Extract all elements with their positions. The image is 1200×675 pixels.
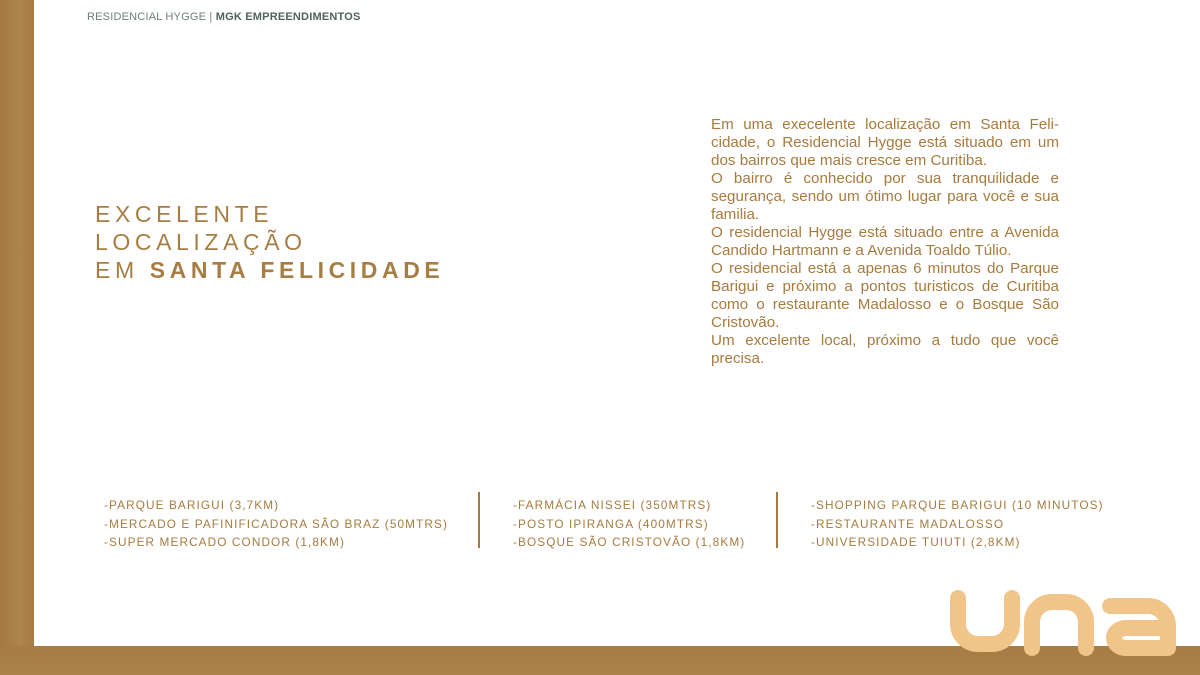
header-project-name: RESIDENCIAL HYGGE xyxy=(87,11,207,23)
page-header xyxy=(87,11,361,23)
nearby-list-1 xyxy=(104,496,448,552)
nearby-item: -SHOPPING PARQUE BARIGUI (10 MINUTOS) xyxy=(811,498,1104,512)
header-separator: | xyxy=(209,11,213,23)
headline-prefix: EM xyxy=(95,257,139,283)
headline-neighborhood: SANTA FELICIDADE xyxy=(149,257,445,283)
nearby-item: -PARQUE BARIGUI (3,7KM) xyxy=(104,498,280,512)
nearby-item: -RESTAURANTE MADALOSSO xyxy=(811,516,1005,531)
column-divider xyxy=(478,492,480,548)
description-paragraph: Em uma execelente localização em Santa Feli-cidade, o Residencial Hygge está situado em um dos bairros que mais cresce em Curitiba. xyxy=(711,116,1059,169)
nearby-item: -POSTO IPIRANGA (400MTRS) xyxy=(513,516,709,531)
headline-line-3 xyxy=(95,256,444,284)
nearby-item: -BOSQUE SÃO CRISTOVÃO (1,8KM) xyxy=(513,535,746,549)
headline-line-2: LOCALIZAÇÃO xyxy=(95,229,307,255)
location-headline xyxy=(95,200,444,284)
nearby-item: -FARMÁCIA NISSEI (350MTRS) xyxy=(513,498,712,512)
nearby-list-3 xyxy=(811,496,1104,552)
description-paragraph: O residencial Hygge está situado entre a Avenida Candido Hartmann e a Avenida Toaldo Túlio. xyxy=(711,224,1059,259)
nearby-item: -MERCADO E PAFINIFICADORA SÃO BRAZ (50MTRS) xyxy=(104,516,449,531)
headline-line-1: EXCELENTE xyxy=(95,201,274,227)
header-company-name: MGK EMPREENDIMENTOS xyxy=(215,11,361,23)
una-logo xyxy=(948,590,1182,656)
nearby-list-2 xyxy=(513,496,745,552)
column-divider xyxy=(776,492,778,548)
slide-page xyxy=(34,0,1200,646)
location-description xyxy=(711,116,1059,368)
nearby-item: -UNIVERSIDADE TUIUTI (2,8KM) xyxy=(811,535,1021,549)
description-paragraph: O residencial está a apenas 6 minutos do Parque Barigui e próximo a pontos turisticos de Curitiba como o restaurante Madalosso e o Bosque São Cristovão. xyxy=(711,260,1059,331)
nearby-item: -SUPER MERCADO CONDOR (1,8KM) xyxy=(104,535,345,549)
description-paragraph: Um excelente local, próximo a tudo que você precisa. xyxy=(711,332,1059,367)
left-border-bar xyxy=(0,0,34,675)
description-paragraph: O bairro é conhecido por sua tranquilidade e segurança, sendo um ótimo lugar para você e sua familia. xyxy=(711,170,1059,223)
